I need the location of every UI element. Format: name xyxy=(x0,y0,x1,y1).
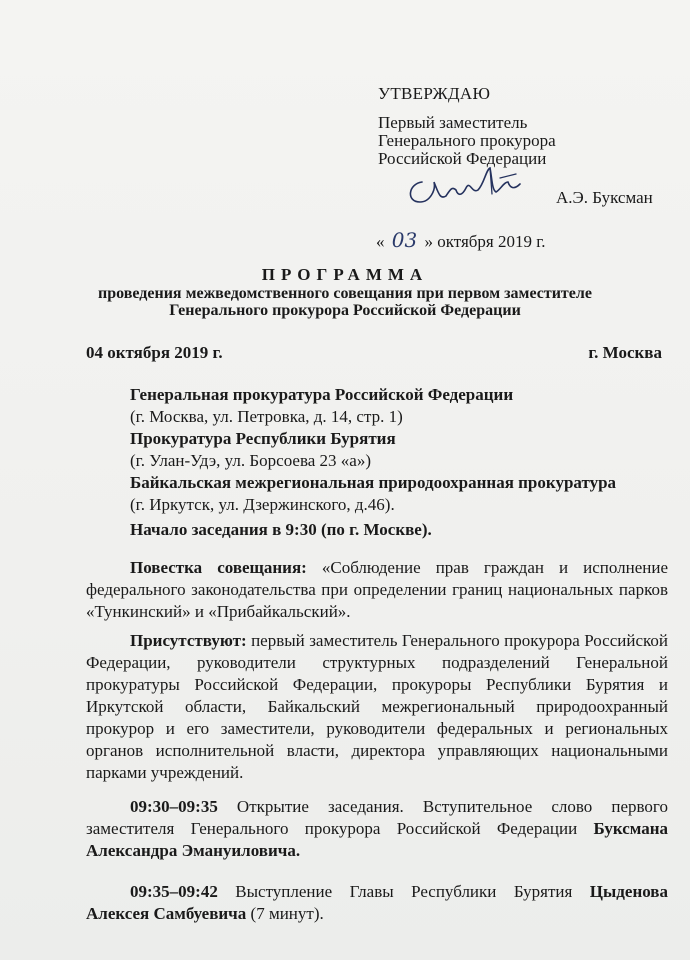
program-title xyxy=(0,265,690,319)
agenda-paragraph xyxy=(86,557,668,623)
venue-name: Прокуратура Республики Бурятия xyxy=(130,429,396,448)
schedule-tail: (7 минут). xyxy=(246,904,324,923)
approval-word: УТВЕРЖДАЮ xyxy=(378,84,491,103)
schedule-item xyxy=(86,796,668,862)
venue-address: (г. Иркутск, ул. Дзержинского, д.46). xyxy=(130,495,395,514)
approver-position-line: Российской Федерации xyxy=(378,149,547,168)
program-subtitle-line2: Генерального прокурора Российской Федерации xyxy=(169,302,521,319)
agenda-label: Повестка совещания: xyxy=(130,558,307,577)
agenda-text: «Соблюдение прав граждан и исполнение федерального законодательства при определении границ национальных парков «Тункинский» и «Прибайкальский». xyxy=(86,558,668,621)
venue-name: Байкальская межрегиональная природоохранная прокуратура xyxy=(130,473,617,492)
venue-name: Генеральная прокуратура Российской Федерации xyxy=(130,385,514,404)
attendees-text: первый заместитель Генерального прокурора Российской Федерации, руководители структурных подразделений Генеральной прокуратуры Российской Федерации, прокуроры Республики Бурятия и Иркутской области, Байкальский межрегиональный природоохранный прокурор и его заместители, руководители федеральных и региональных органов исполнительной власти, директора управляющих национальными парками учреждений. xyxy=(86,631,668,782)
attendees-paragraph xyxy=(86,630,668,784)
program-heading: ПРОГРАММА xyxy=(261,265,429,284)
schedule-text: Открытие заседания. Вступительное слово первого заместителя Генерального прокурора Российской Федерации xyxy=(86,797,668,838)
handwritten-day: 03 xyxy=(391,228,418,252)
venue-list xyxy=(130,384,670,516)
handwritten-signature xyxy=(400,160,530,210)
schedule-time: 09:35–09:42 xyxy=(130,882,218,901)
schedule-person: Буксмана Александра Эмануиловича. xyxy=(86,819,668,860)
schedule-person: Цыденова Алексея Самбуевича xyxy=(86,882,668,923)
schedule-text: Выступление Главы Республики Бурятия xyxy=(217,882,590,901)
date-month-year: » октября 2019 г. xyxy=(424,232,546,251)
approver-position-line: Первый заместитель xyxy=(378,113,528,132)
venue-address: (г. Москва, ул. Петровка, д. 14, стр. 1) xyxy=(130,407,403,426)
schedule-time: 09:30–09:35 xyxy=(130,797,218,816)
schedule-item xyxy=(86,881,668,925)
meeting-date-line xyxy=(86,343,662,363)
program-subtitle-line1: проведения межведомственного совещания при первом заместителе xyxy=(98,285,592,302)
attendees-label: Присутствуют: xyxy=(130,631,247,650)
meeting-date: 04 октября 2019 г. xyxy=(86,343,223,362)
signer-name: А.Э. Буксман xyxy=(556,188,653,207)
venue-address: (г. Улан-Удэ, ул. Борсоева 23 «а») xyxy=(130,451,371,470)
approval-block xyxy=(378,84,678,168)
meeting-city: г. Москва xyxy=(588,343,662,362)
start-time: Начало заседания в 9:30 (по г. Москве). xyxy=(130,520,432,539)
approver-position-line: Генерального прокурора xyxy=(378,131,556,150)
date-quote-open: « xyxy=(376,232,385,251)
approval-date xyxy=(376,228,546,252)
